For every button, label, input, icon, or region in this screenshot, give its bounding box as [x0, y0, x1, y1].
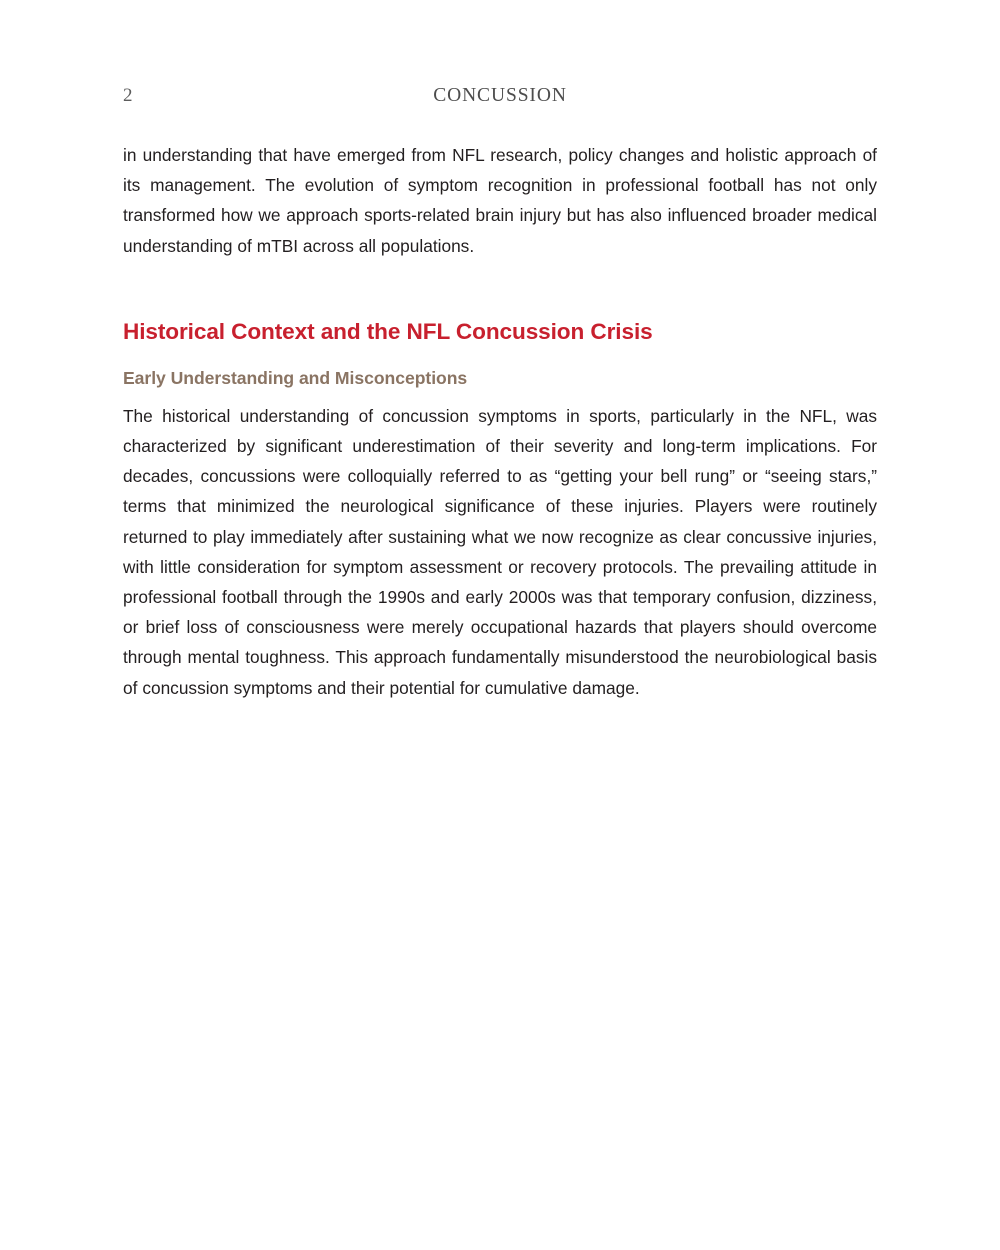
running-header [123, 83, 877, 113]
text-column [123, 140, 877, 703]
paragraph-early-understanding: The historical understanding of concussion symptoms in sports, particularly in the NFL, was characterized by significant underestimation of their severity and long-term implications. For decades, concussions were colloquially referred to as “getting your bell rung” or “seeing stars,” terms that minimized the neurological significance of these injuries. Players were routinely returned to play immediately after sustaining what we now recognize as clear concussive injuries, with little consideration for symptom assessment or recovery protocols. The prevailing attitude in professional football through the 1990s and early 2000s was that temporary confusion, dizziness, or brief loss of consciousness were merely occupational hazards that players should overcome through mental toughness. This approach fundamentally misunderstood the neurobiological basis of concussion symptoms and their potential for cumulative damage. [123, 405, 877, 698]
page-number: 2 [123, 85, 133, 106]
blank-page-remainder [0, 0, 1000, 1]
section-spacer [123, 261, 877, 317]
subsection-heading: Early Understanding and Misconceptions [123, 367, 468, 388]
section-heading: Historical Context and the NFL Concussion Crisis [123, 318, 653, 344]
subheading-spacer [123, 391, 877, 401]
running-head-title: CONCUSSION [433, 85, 567, 106]
paragraph-continuation: in understanding that have emerged from NFL research, policy changes and holistic approach of its management. The evolution of symptom recognition in professional football has not only transformed how we approach sports-related brain injury but has also influenced broader medical understanding of mTBI across all populations. [123, 145, 877, 256]
